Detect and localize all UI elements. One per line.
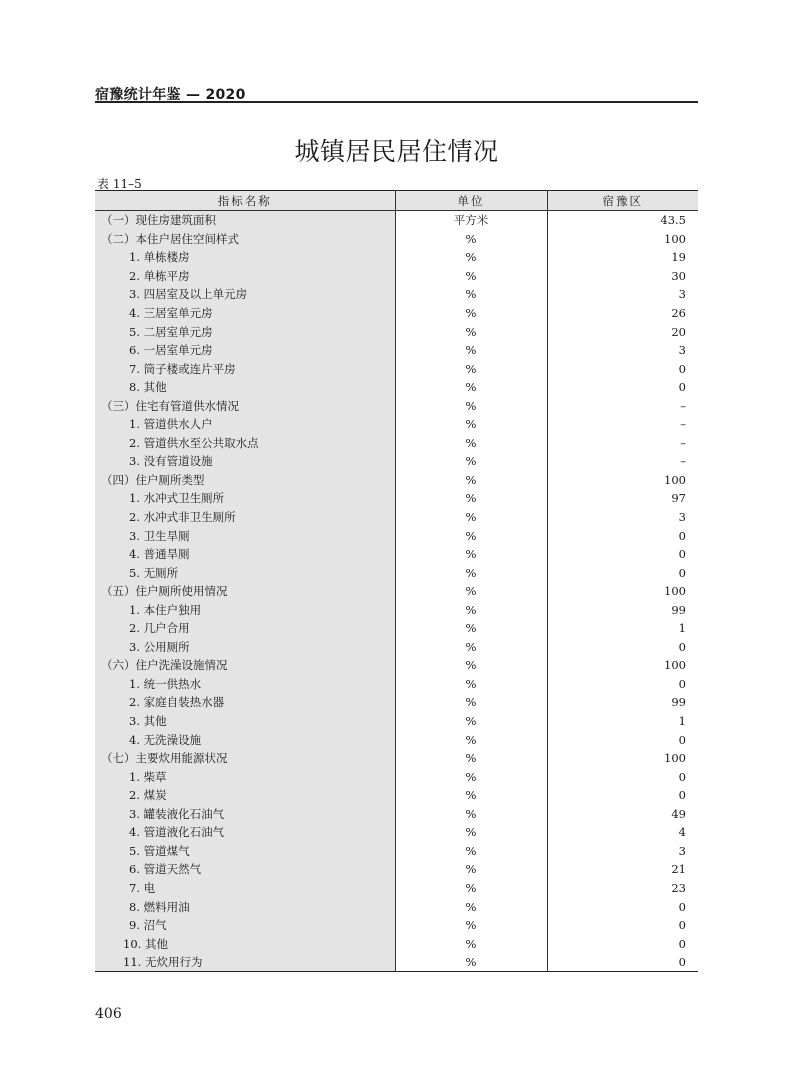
table-row	[95, 304, 698, 323]
table-row	[95, 211, 698, 230]
indicator-name: 5. 二居室单元房	[129, 324, 213, 339]
indicator-name: 9. 沼气	[129, 918, 167, 933]
indicator-name: （一）现住房建筑面积	[101, 213, 216, 228]
table-row	[95, 842, 698, 861]
value-cell: 0	[547, 545, 698, 564]
value-cell: 0	[547, 934, 698, 953]
table-row	[95, 656, 698, 675]
running-header: 宿豫统计年鉴 — 2020	[95, 87, 246, 103]
indicator-name: 4. 无洗澡设施	[129, 732, 202, 747]
unit-cell: %	[395, 341, 547, 360]
value-cell: 3	[547, 285, 698, 304]
unit-cell: %	[395, 730, 547, 749]
value-cell: 0	[547, 767, 698, 786]
value-cell: 99	[547, 693, 698, 712]
indicator-name: 1. 管道供水人户	[129, 417, 213, 432]
table-row	[95, 378, 698, 397]
value-cell: 1	[547, 712, 698, 731]
value-cell: 100	[547, 582, 698, 601]
value-cell: 0	[547, 359, 698, 378]
unit-cell: %	[395, 953, 547, 972]
unit-cell: %	[395, 786, 547, 805]
table-row	[95, 582, 698, 601]
value-cell: 100	[547, 749, 698, 768]
table-row	[95, 285, 698, 304]
table-row	[95, 322, 698, 341]
unit-cell: %	[395, 248, 547, 267]
table-row	[95, 526, 698, 545]
indicator-name: 4. 管道液化石油气	[129, 825, 225, 840]
indicator-name: 5. 管道煤气	[129, 843, 190, 858]
unit-cell: %	[395, 879, 547, 898]
table-row	[95, 600, 698, 619]
indicator-name-cell	[95, 953, 395, 972]
value-cell: 0	[547, 378, 698, 397]
table-row	[95, 934, 698, 953]
unit-cell: %	[395, 693, 547, 712]
unit-cell: %	[395, 619, 547, 638]
indicator-name: 2. 煤炭	[129, 788, 167, 803]
indicator-name-cell	[95, 712, 395, 731]
value-cell: 3	[547, 842, 698, 861]
indicator-name: 7. 筒子楼或连片平房	[129, 361, 236, 376]
unit-cell: %	[395, 545, 547, 564]
unit-cell: %	[395, 489, 547, 508]
indicator-name-cell	[95, 341, 395, 360]
unit-cell: %	[395, 805, 547, 824]
value-cell: 0	[547, 675, 698, 694]
indicator-name-cell	[95, 322, 395, 341]
table-row	[95, 638, 698, 657]
value-cell: 0	[547, 786, 698, 805]
value-cell: 30	[547, 267, 698, 286]
value-cell: 49	[547, 805, 698, 824]
indicator-name: 2. 家庭自装热水器	[129, 695, 225, 710]
unit-cell: %	[395, 675, 547, 694]
indicator-name: 4. 三居室单元房	[129, 306, 213, 320]
table-row	[95, 230, 698, 249]
unit-cell: %	[395, 359, 547, 378]
indicator-name-cell	[95, 638, 395, 657]
table-number-label: 表 11–5	[97, 177, 142, 191]
indicator-name-cell	[95, 934, 395, 953]
indicator-name: （六）住户洗澡设施情况	[101, 658, 228, 673]
indicator-name: 2. 几户合用	[129, 621, 190, 636]
indicator-name: 4. 普通旱厕	[129, 547, 190, 562]
unit-cell: %	[395, 526, 547, 545]
indicator-name-cell	[95, 378, 395, 397]
value-cell: 0	[547, 526, 698, 545]
table-row	[95, 248, 698, 267]
indicator-name-cell	[95, 656, 395, 675]
table-row	[95, 434, 698, 453]
indicator-name-cell	[95, 916, 395, 935]
indicator-name: 1. 水冲式卫生厕所	[129, 491, 225, 506]
indicator-name-cell	[95, 304, 395, 323]
unit-cell: %	[395, 767, 547, 786]
table-row	[95, 712, 698, 731]
indicator-name-cell	[95, 267, 395, 286]
table-row	[95, 452, 698, 471]
indicator-name: 2. 单栋平房	[129, 268, 190, 283]
table-row	[95, 396, 698, 415]
table-row	[95, 489, 698, 508]
unit-cell: %	[395, 396, 547, 415]
indicator-name-cell	[95, 879, 395, 898]
table-row	[95, 767, 698, 786]
value-cell: 3	[547, 341, 698, 360]
unit-cell: %	[395, 638, 547, 657]
indicator-name: 3. 没有管道设施	[129, 454, 213, 469]
indicator-name-cell	[95, 805, 395, 824]
unit-cell: %	[395, 230, 547, 249]
table-row	[95, 860, 698, 879]
value-cell: 4	[547, 823, 698, 842]
indicator-name: 10. 其他	[123, 936, 168, 951]
indicator-name: 3. 四居室及以上单元房	[129, 287, 248, 302]
unit-cell: %	[395, 749, 547, 768]
value-cell: –	[547, 434, 698, 453]
indicator-name: 8. 燃料用油	[129, 899, 190, 914]
indicator-name: 3. 罐装液化石油气	[129, 806, 225, 821]
indicator-name-cell	[95, 489, 395, 508]
table-row	[95, 508, 698, 527]
column-header-region: 宿豫区	[547, 191, 698, 211]
indicator-name: 6. 一居室单元房	[129, 343, 213, 358]
value-cell: 0	[547, 730, 698, 749]
indicator-name: 11. 无炊用行为	[123, 955, 203, 970]
table-row	[95, 897, 698, 916]
indicator-name-cell	[95, 675, 395, 694]
indicator-name: 1. 单栋楼房	[129, 250, 190, 265]
table-row	[95, 749, 698, 768]
indicator-name-cell	[95, 452, 395, 471]
indicator-name: 7. 电	[129, 880, 156, 895]
indicator-name: 1. 统一供热水	[129, 676, 202, 691]
value-cell: 3	[547, 508, 698, 527]
table-row	[95, 805, 698, 824]
unit-cell: %	[395, 471, 547, 490]
value-cell: –	[547, 396, 698, 415]
indicator-name: （三）住宅有管道供水情况	[101, 398, 239, 413]
unit-cell: %	[395, 916, 547, 935]
value-cell: 99	[547, 600, 698, 619]
indicator-name-cell	[95, 786, 395, 805]
unit-cell: %	[395, 434, 547, 453]
indicator-name: 1. 本住户独用	[129, 602, 202, 617]
unit-cell: %	[395, 304, 547, 323]
table-row	[95, 359, 698, 378]
page-title: 城镇居民居住情况	[294, 137, 499, 166]
value-cell: 19	[547, 248, 698, 267]
indicator-name: 3. 卫生旱厕	[129, 528, 190, 543]
table-row	[95, 471, 698, 490]
unit-cell: %	[395, 656, 547, 675]
unit-cell: %	[395, 322, 547, 341]
indicator-name-cell	[95, 508, 395, 527]
value-cell: 0	[547, 638, 698, 657]
indicator-name-cell	[95, 359, 395, 378]
indicator-name-cell	[95, 211, 395, 230]
unit-cell: %	[395, 378, 547, 397]
value-cell: 100	[547, 656, 698, 675]
indicator-name-cell	[95, 545, 395, 564]
table-row	[95, 823, 698, 842]
table-body	[95, 211, 698, 972]
unit-cell: %	[395, 712, 547, 731]
indicator-name-cell	[95, 600, 395, 619]
indicator-name-cell	[95, 434, 395, 453]
indicator-name: （四）住户厕所类型	[101, 472, 205, 487]
indicator-name-cell	[95, 415, 395, 434]
value-cell: 100	[547, 471, 698, 490]
indicator-name-cell	[95, 767, 395, 786]
indicator-name: 5. 无厕所	[129, 565, 179, 580]
table-row	[95, 619, 698, 638]
unit-cell: %	[395, 508, 547, 527]
value-cell: –	[547, 452, 698, 471]
indicator-name: （七）主要炊用能源状况	[101, 751, 228, 766]
table-row	[95, 879, 698, 898]
indicator-name: 6. 管道天然气	[129, 862, 202, 877]
indicator-name-cell	[95, 693, 395, 712]
indicator-name-cell	[95, 248, 395, 267]
unit-cell: 平方米	[395, 211, 547, 230]
value-cell: 21	[547, 860, 698, 879]
indicator-name: 1. 柴草	[129, 769, 167, 784]
statistics-table	[95, 190, 698, 972]
indicator-name-cell	[95, 526, 395, 545]
indicator-name-cell	[95, 823, 395, 842]
value-cell: 97	[547, 489, 698, 508]
indicator-name-cell	[95, 396, 395, 415]
unit-cell: %	[395, 823, 547, 842]
unit-cell: %	[395, 563, 547, 582]
unit-cell: %	[395, 285, 547, 304]
indicator-name: 8. 其他	[129, 380, 167, 395]
table-row	[95, 563, 698, 582]
unit-cell: %	[395, 600, 547, 619]
indicator-name: 2. 管道供水至公共取水点	[129, 435, 259, 450]
table-row	[95, 267, 698, 286]
unit-cell: %	[395, 267, 547, 286]
header-rule	[95, 101, 698, 103]
table-row	[95, 341, 698, 360]
table-row	[95, 916, 698, 935]
unit-cell: %	[395, 842, 547, 861]
unit-cell: %	[395, 897, 547, 916]
value-cell: 0	[547, 897, 698, 916]
indicator-name: （二）本住户居住空间样式	[101, 231, 239, 246]
indicator-name: 3. 公用厕所	[129, 639, 190, 654]
table-row	[95, 953, 698, 972]
table-row	[95, 675, 698, 694]
table-header-row	[95, 191, 698, 211]
table-row	[95, 415, 698, 434]
unit-cell: %	[395, 934, 547, 953]
unit-cell: %	[395, 415, 547, 434]
indicator-name-cell	[95, 230, 395, 249]
indicator-name-cell	[95, 842, 395, 861]
indicator-name: 3. 其他	[129, 714, 167, 729]
value-cell: 26	[547, 304, 698, 323]
table-row	[95, 545, 698, 564]
value-cell: 43.5	[547, 211, 698, 230]
indicator-name: 2. 水冲式非卫生厕所	[129, 510, 236, 525]
unit-cell: %	[395, 582, 547, 601]
value-cell: 1	[547, 619, 698, 638]
table-row	[95, 730, 698, 749]
unit-cell: %	[395, 860, 547, 879]
table-row	[95, 693, 698, 712]
table-row	[95, 786, 698, 805]
indicator-name-cell	[95, 749, 395, 768]
indicator-name-cell	[95, 563, 395, 582]
indicator-name-cell	[95, 619, 395, 638]
indicator-name: （五）住户厕所使用情况	[101, 584, 228, 599]
indicator-name-cell	[95, 897, 395, 916]
value-cell: 0	[547, 563, 698, 582]
value-cell: 0	[547, 953, 698, 972]
value-cell: 100	[547, 230, 698, 249]
indicator-name-cell	[95, 860, 395, 879]
column-header-indicator: 指标名称	[95, 191, 395, 211]
unit-cell: %	[395, 452, 547, 471]
indicator-name-cell	[95, 582, 395, 601]
page-number: 406	[95, 1006, 122, 1022]
column-header-unit: 单位	[395, 191, 547, 211]
indicator-name-cell	[95, 730, 395, 749]
value-cell: 0	[547, 916, 698, 935]
value-cell: 20	[547, 322, 698, 341]
value-cell: –	[547, 415, 698, 434]
indicator-name-cell	[95, 285, 395, 304]
indicator-name-cell	[95, 471, 395, 490]
value-cell: 23	[547, 879, 698, 898]
